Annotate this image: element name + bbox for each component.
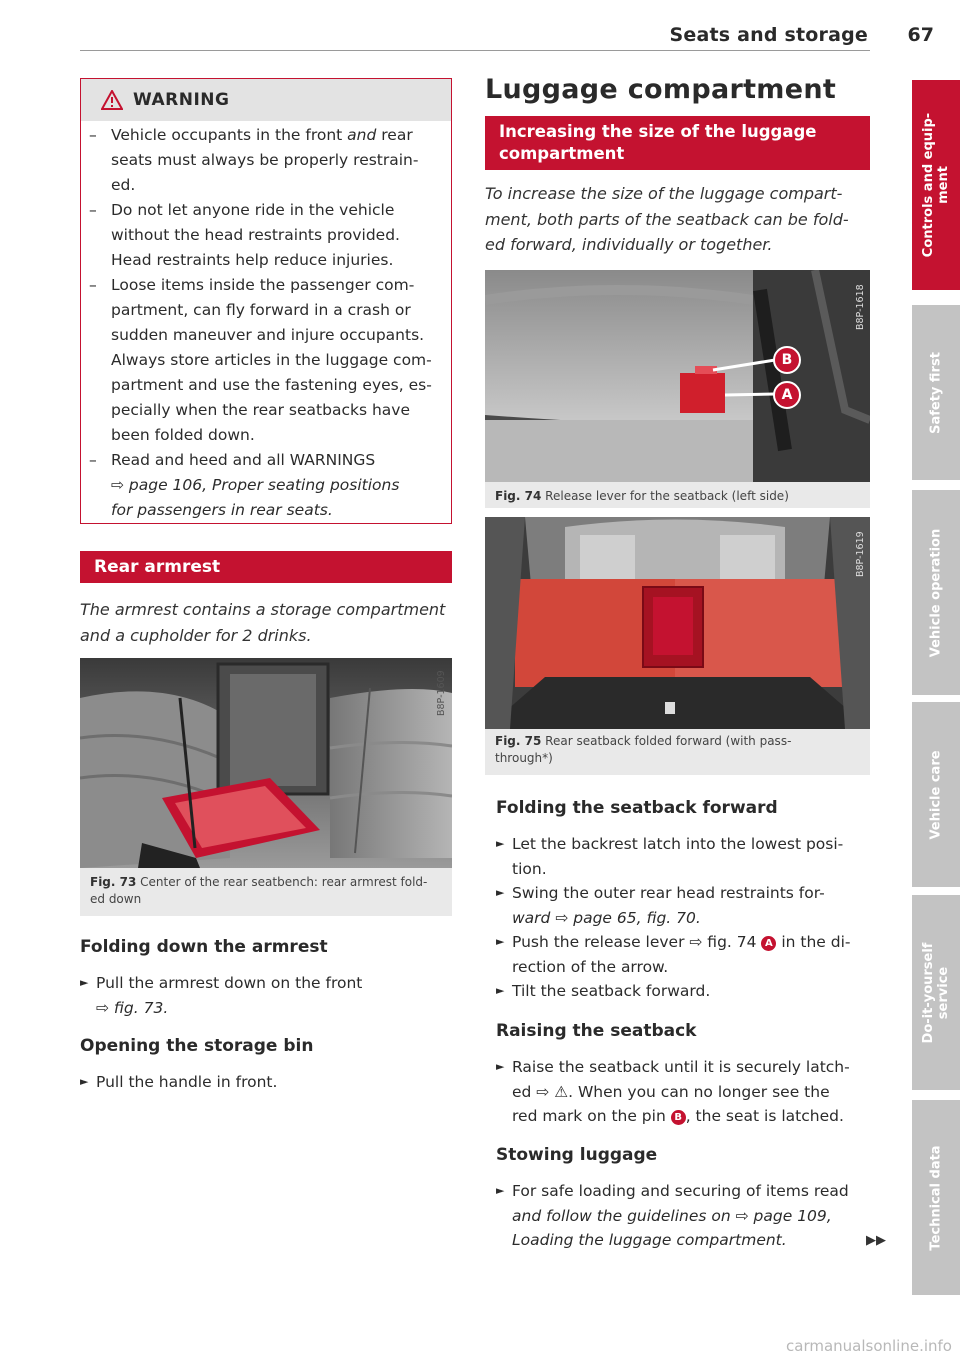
luggage-heading: Increasing the size of the luggage compartment	[485, 116, 870, 170]
tab-controls-and-equipment[interactable]: Controls and equip- ment	[912, 80, 960, 290]
armrest-photo	[80, 658, 452, 868]
list-item: ► Tilt the seatback forward.	[496, 982, 711, 1000]
figure-caption: Fig. 73 Center of the rear seatbench: rear armrest fold- ed down	[90, 875, 428, 906]
raise-seatback-heading: Raising the seatback	[496, 1021, 697, 1041]
page-link[interactable]: and follow the guidelines on ⇨ page 109,	[512, 1206, 832, 1225]
fold-armrest-heading: Folding down the armrest	[80, 937, 328, 957]
callout-a-ref: A	[761, 936, 776, 951]
tab-vehicle-care[interactable]: Vehicle care	[912, 702, 960, 887]
warning-box	[80, 78, 452, 524]
warning-item: – Read and heed and all WARNINGS ⇨ page 106, Proper seating positions for passengers in rear seats.	[89, 451, 400, 519]
running-header: Seats and storage	[669, 24, 868, 46]
callout-b: B	[773, 346, 801, 374]
warning-title: WARNING	[133, 90, 230, 110]
figure-link[interactable]: ⇨ fig. 73.	[96, 998, 169, 1017]
seatback-folded-photo	[485, 517, 870, 729]
figure-code: B8P-1618	[855, 284, 866, 330]
list-item: ► Let the backrest latch into the lowest posi- tion.	[496, 835, 844, 878]
page-number: 67	[907, 24, 934, 46]
warning-item: – Do not let anyone ride in the vehicle without the head restraints provided. Head restraints help reduce injuries.	[89, 201, 400, 269]
warning-item: – Loose items inside the passenger com- partment, can fly forward in a crash or sudden maneuver and injure occupants. Always store articles in the luggage com- partment and use the fastening eyes, es- pecially when the rear seatbacks have been folded down.	[89, 276, 432, 444]
figure-caption: Fig. 74 Release lever for the seatback (left side)	[495, 489, 789, 503]
stowing-luggage-heading: Stowing luggage	[496, 1145, 658, 1165]
tab-do-it-yourself-service[interactable]: Do-it-yourself service	[912, 895, 960, 1090]
luggage-intro: To increase the size of the luggage compart- ment, both parts of the seatback can be fold- ed forward, individually or together.	[485, 184, 849, 254]
list-item: ► Raise the seatback until it is securely latch- ed ⇨ ⚠. When you can no longer see the red mark on the pin B , the seat is latched.	[496, 1058, 850, 1125]
list-item: ► Pull the handle in front.	[80, 1073, 278, 1091]
list-item: ► For safe loading and securing of items read and follow the guidelines on ⇨ page 109, Loading the luggage compartment.	[496, 1182, 849, 1249]
warning-header	[81, 79, 451, 121]
fold-seatback-heading: Folding the seatback forward	[496, 798, 778, 818]
figure-73	[80, 658, 452, 916]
figure-74	[485, 270, 870, 508]
header-rule	[80, 50, 870, 51]
list-item: ► Push the release lever ⇨ fig. 74 A in the di- rection of the arrow.	[496, 933, 851, 976]
page-link[interactable]: ward ⇨ page 65, fig. 70.	[512, 908, 701, 927]
section-title: Luggage compartment	[485, 74, 837, 105]
rear-armrest-heading: Rear armrest	[80, 551, 452, 583]
watermark: carmanualsonline.info	[786, 1337, 952, 1355]
warning-page-link[interactable]: ⇨ page 106, Proper seating positions	[111, 476, 400, 494]
tab-safety-first[interactable]: Safety first	[912, 305, 960, 480]
callout-a: A	[773, 381, 801, 409]
figure-75	[485, 517, 870, 775]
figure-code: B8P-1609	[436, 670, 447, 716]
rear-armrest-intro: The armrest contains a storage compartment and a cupholder for 2 drinks.	[80, 600, 446, 645]
tab-technical-data[interactable]: Technical data	[912, 1100, 960, 1295]
list-item: ► Pull the armrest down on the front ⇨ fig. 73.	[80, 974, 363, 1017]
figure-code: B8P-1619	[855, 531, 866, 577]
figure-caption: Fig. 75 Rear seatback folded forward (with pass- through*)	[495, 734, 792, 765]
continued-arrow-icon: ▶▶	[866, 1233, 886, 1248]
warning-icon	[101, 90, 123, 110]
list-item: ► Swing the outer rear head restraints for- ward ⇨ page 65, fig. 70.	[496, 884, 825, 927]
callout-b-ref: B	[671, 1110, 686, 1125]
open-bin-heading: Opening the storage bin	[80, 1036, 314, 1056]
tab-vehicle-operation[interactable]: Vehicle operation	[912, 490, 960, 695]
warning-item: – Vehicle occupants in the front and rear seats must always be properly restrain- ed.	[89, 126, 419, 194]
release-lever-photo	[485, 270, 870, 482]
